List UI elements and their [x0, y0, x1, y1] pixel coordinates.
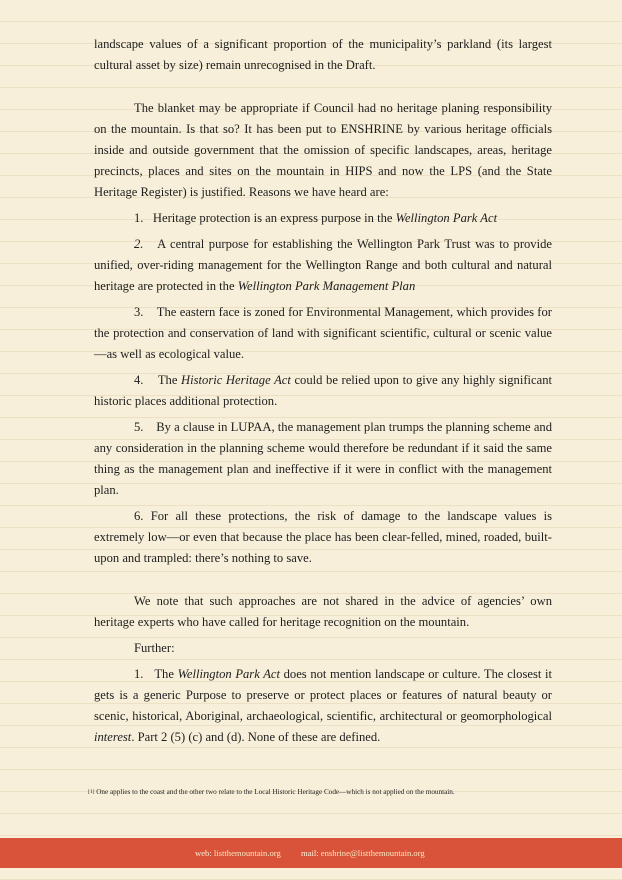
further-item-1: 1. The Wellington Park Act does not mention landscape or culture. The closest it gets is a generic Purpose to preserve or protect places or features of natural beauty or scenic, historical, Aboriginal, archaeological, scientific, architectural or geomorphological interest. Part 2 (5) (c) and (d). None of these are defined.	[94, 667, 552, 744]
further-heading: Further:	[134, 641, 175, 655]
item-number: 3.	[134, 305, 144, 319]
reason-item-6: 6. For all these protections, the risk of damage to the landscape values is extremely low—or even that because the place has been clear-felled, mined, roaded, built-upon and trampled: there’s nothing to save.	[94, 509, 552, 565]
reason-item-1: 1. Heritage protection is an express purpose in the Wellington Park Act	[134, 211, 498, 225]
footer-bar	[0, 838, 622, 868]
interest-word: interest	[94, 730, 132, 744]
reason-item-5: 5. By a clause in LUPAA, the management plan trumps the planning scheme and any consideration in the planning scheme would therefore be redundant if it said the same thing as the management plan and ineffective if it were in conflict with the management plan.	[94, 420, 552, 497]
footnote	[88, 787, 568, 797]
item-number: 1.	[134, 211, 144, 225]
item-number: 1.	[134, 667, 144, 681]
plan-title: Wellington Park Management Plan	[237, 279, 416, 293]
footnote-text: One applies to the coast and the other two relate to the Local Historic Heritage Code—which is not applied on the mountain.	[94, 788, 455, 796]
document-body	[94, 34, 552, 748]
act-title: Historic Heritage Act	[181, 373, 291, 387]
web-label: web:	[195, 848, 212, 858]
reason-item-4: 4. The Historic Heritage Act could be relied upon to give any highly significant historic places additional protection.	[94, 373, 552, 408]
paragraph-intro: landscape values of a significant proportion of the municipality’s parkland (its largest cultural asset by size) remain unrecognised in the Draft.	[94, 37, 552, 72]
paragraph-agencies: We note that such approaches are not shared in the advice of agencies’ own heritage experts who have called for heritage recognition on the mountain.	[94, 594, 552, 629]
reason-item-2: 2. A central purpose for establishing the Wellington Park Trust was to provide unified, over-riding management for the Wellington Range and both cultural and natural heritage are protected in the Wellington Park Management Plan	[94, 237, 552, 293]
act-title: Wellington Park Act	[177, 667, 280, 681]
item-number: 2.	[134, 237, 144, 251]
reason-item-3: 3. The eastern face is zoned for Environmental Management, which provides for the protection and conservation of land with significant scientific, cultural or scenic value—as well as ecological value.	[94, 305, 552, 361]
web-link[interactable]: listthemountain.org	[213, 848, 281, 858]
item-number: 5.	[134, 420, 144, 434]
mail-link[interactable]: enshrine@listthemountain.org	[320, 848, 425, 858]
mail-label: mail:	[300, 848, 319, 858]
paragraph-blanket: The blanket may be appropriate if Council had no heritage planing responsibility on the mountain. Is that so? It has been put to ENSHRINE by various heritage officials inside and outside government that the omission of specific landscapes, areas, heritage precincts, places and sites on the mountain in HIPS and now the LPS (and the State Heritage Register) is justified. Reasons we have heard are:	[94, 101, 552, 199]
item-number: 6.	[134, 509, 144, 523]
act-title: Wellington Park Act	[395, 211, 498, 225]
footer-contact	[195, 848, 443, 858]
item-number: 4.	[134, 373, 144, 387]
footnote-marker[interactable]: [1]	[88, 789, 95, 795]
